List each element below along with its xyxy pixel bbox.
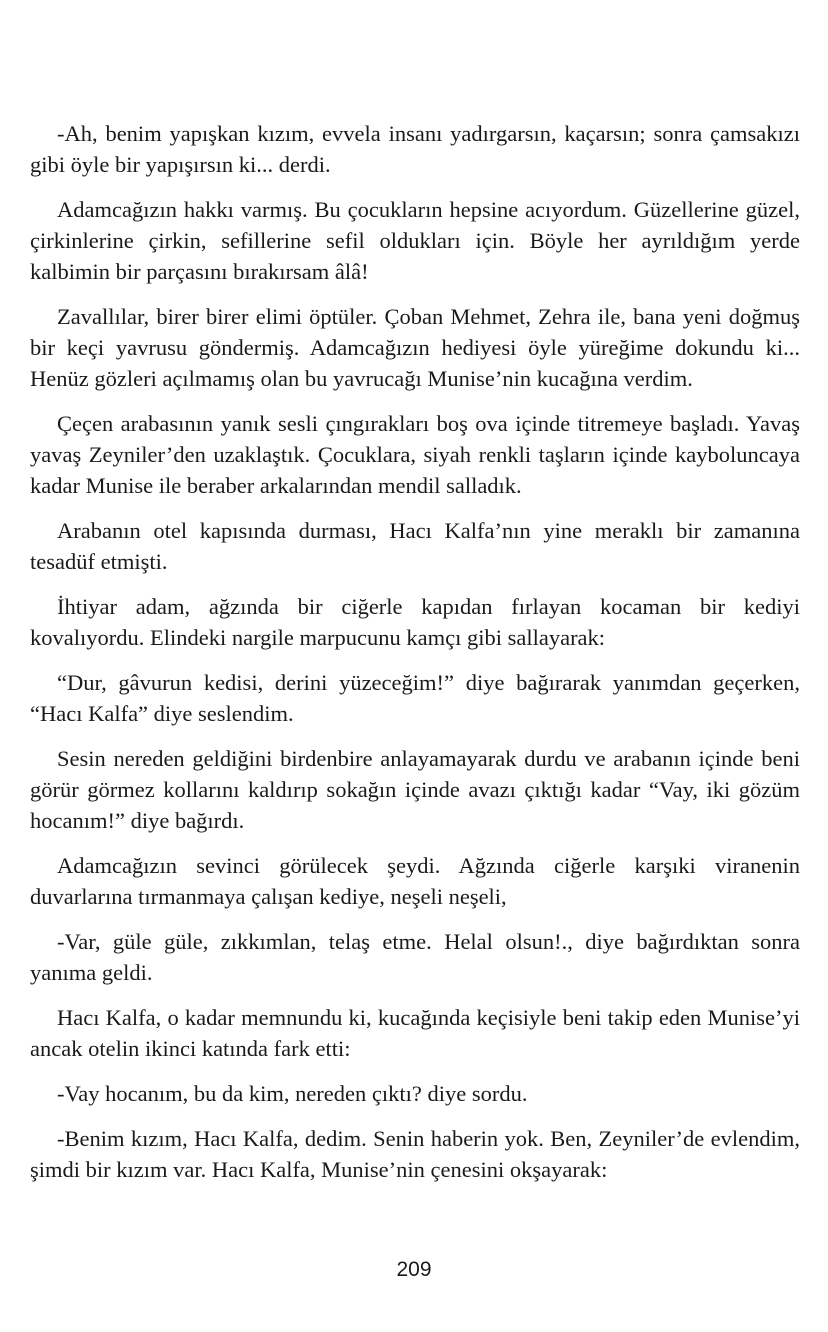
- paragraph-8: Sesin nereden geldiğini birdenbire anlayamayarak durdu ve arabanın içinde beni görür görmez kollarını kaldırıp sokağın içinde avazı çıktığı kadar “Vay, iki gözüm hocanım!” diye bağırdı.: [30, 746, 800, 833]
- page-body: [30, 118, 800, 1199]
- page-number: 209: [396, 1258, 432, 1281]
- paragraph-10: -Var, güle güle, zıkkımlan, telaş etme. Helal olsun!., diye bağırdıktan sonra yanıma geldi.: [30, 929, 800, 985]
- paragraph-6: İhtiyar adam, ağzında bir ciğerle kapıdan fırlayan kocaman bir kediyi kovalıyordu. Elindeki nargile marpucunu kamçı gibi sallayarak:: [30, 594, 800, 650]
- paragraph-3: Zavallılar, birer birer elimi öptüler. Çoban Mehmet, Zehra ile, bana yeni doğmuş bir keçi yavrusu göndermiş. Adamcağızın hediyesi öyle yüreğime dokundu ki... Henüz gözleri açılmamış olan bu yavrucağı Munise’nin kucağına verdim.: [30, 304, 800, 391]
- paragraph-2: Adamcağızın hakkı varmış. Bu çocukların hepsine acıyordum. Güzellerine güzel, çirkinlerine çirkin, sefillerine sefil oldukları için. Böyle her ayrıldığım yerde kalbimin bir parçasını bırakırsam âlâ!: [30, 197, 800, 284]
- paragraph-9: Adamcağızın sevinci görülecek şeydi. Ağzında ciğerle karşıki viranenin duvarlarına tırmanmaya çalışan kediye, neşeli neşeli,: [30, 853, 800, 909]
- paragraph-11: Hacı Kalfa, o kadar memnundu ki, kucağında keçisiyle beni takip eden Munise’yi ancak otelin ikinci katında fark etti:: [30, 1005, 800, 1061]
- paragraph-5: Arabanın otel kapısında durması, Hacı Kalfa’nın yine meraklı bir zamanına tesadüf etmişti.: [30, 518, 800, 574]
- paragraph-7: “Dur, gâvurun kedisi, derini yüzeceğim!” diye bağırarak yanımdan geçerken, “Hacı Kalfa” diye seslendim.: [30, 670, 800, 726]
- paragraph-13: -Benim kızım, Hacı Kalfa, dedim. Senin haberin yok. Ben, Zeyniler’de evlendim, şimdi bir kızım var. Hacı Kalfa, Munise’nin çenesini okşayarak:: [30, 1126, 800, 1182]
- paragraph-1: -Ah, benim yapışkan kızım, evvela insanı yadırgarsın, kaçarsın; sonra çamsakızı gibi öyle bir yapışırsın ki... derdi.: [30, 121, 800, 177]
- paragraph-12: -Vay hocanım, bu da kim, nereden çıktı? diye sordu.: [57, 1081, 528, 1106]
- paragraph-4: Çeçen arabasının yanık sesli çıngırakları boş ova içinde titremeye başladı. Yavaş yavaş Zeyniler’den uzaklaştık. Çocuklara, siyah renkli taşların içinde kayboluncaya kadar Munise ile beraber arkalarından mendil salladık.: [30, 411, 800, 498]
